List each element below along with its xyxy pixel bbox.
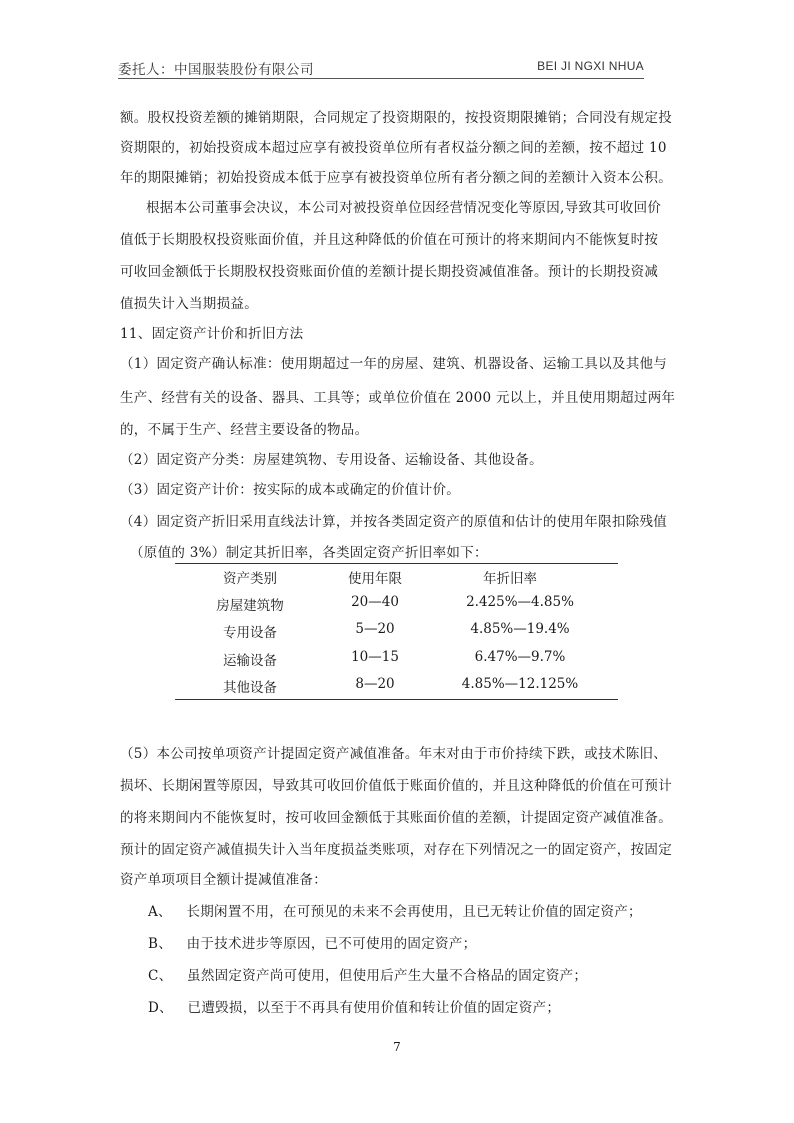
paragraph-line: 值低于长期股权投资账面价值，并且这种降低的价值在可预计的将来期间内不能恢复时按 (120, 232, 659, 248)
cell-asset-class: 其他设备 (223, 680, 277, 696)
paragraph-line: （4）固定资产折旧采用直线法计算，并按各类固定资产的原值和估计的使用年限扣除残值 (120, 514, 668, 530)
paragraph-line: 年的期限摊销；初始投资成本低于应享有被投资单位所有者分额之间的差额计入资本公积。 (120, 170, 672, 186)
cell-rate: 4.85%—19.4% (470, 621, 570, 637)
table-header-row (175, 567, 618, 587)
paragraph-line: （1）固定资产确认标准：使用期超过一年的房屋、建筑、机器设备、运输工具以及其他与 (120, 356, 668, 372)
cell-useful-life: 5—20 (355, 621, 395, 637)
table-row (175, 621, 618, 641)
header-useful-life: 使用年限 (348, 571, 402, 587)
list-item (148, 900, 704, 920)
paragraph-line: 资产单项项目全额计提减值准备： (120, 872, 327, 888)
paragraph-line: （3）固定资产计价：按实际的成本或确定的价值计价。 (120, 482, 461, 498)
list-text: 虽然固定资产尚可使用，但使用后产生大量不合格品的固定资产； (187, 968, 588, 984)
header-client: 委托人：中国服装股份有限公司 (118, 62, 314, 78)
list-marker: B、 (148, 936, 173, 952)
list-marker: C、 (148, 968, 173, 984)
page-header (118, 56, 644, 79)
cell-asset-class: 房屋建筑物 (216, 598, 284, 614)
cell-asset-class: 运输设备 (223, 653, 277, 669)
header-firm: BEI JI NGXI NHUA (537, 59, 644, 73)
paragraph-line: （2）固定资产分类：房屋建筑物、专用设备、运输设备、其他设备。 (120, 452, 543, 468)
paragraph-line: （原值的 3%）制定其折旧率，各类固定资产折旧率如下： (130, 545, 488, 561)
cell-rate: 6.47%—9.7% (474, 649, 566, 665)
list-text: 由于技术进步等原因，已不可使用的固定资产； (186, 936, 477, 952)
section-heading: 11、固定资产计价和折旧方法 (120, 326, 304, 342)
list-text: 已遭毁损，以至于不再具有使用价值和转让价值的固定资产； (187, 1000, 561, 1016)
paragraph-line: 损坏、长期闲置等原因，导致其可收回价值低于账面价值的，并且这种降低的价值在可预计 (120, 778, 672, 794)
paragraph-line: 生产、经营有关的设备、器具、工具等；或单位价值在 2000 元以上，并且使用期超过两年 (120, 390, 676, 406)
cell-asset-class: 专用设备 (223, 625, 277, 641)
paragraph-line: （5）本公司按单项资产计提固定资产减值准备。年末对由于市价持续下跌，或技术陈旧、 (120, 746, 668, 762)
cell-rate: 2.425%—4.85% (466, 594, 574, 610)
list-marker: D、 (148, 1000, 173, 1016)
header-asset-class: 资产类别 (223, 571, 277, 587)
paragraph-line: 值损失计入当期损益。 (120, 296, 258, 312)
paragraph-line: 的将来期间内不能恢复时，按可收回金额低于其账面价值的差额，计提固定资产减值准备。 (120, 810, 672, 826)
paragraph-line: 的，不属于生产、经营主要设备的物品。 (120, 422, 369, 438)
cell-rate: 4.85%—12.125% (461, 676, 579, 692)
list-text: 长期闲置不用，在可预见的未来不会再使用，且已无转让价值的固定资产； (186, 904, 642, 920)
list-item (148, 996, 704, 1016)
table-top-rule (175, 563, 618, 564)
table-row (175, 594, 618, 614)
paragraph-line: 预计的固定资产减值损失计入当年度损益类账项，对存在下列情况之一的固定资产，按固定 (120, 842, 672, 858)
paragraph-line: 额。股权投资差额的摊销期限，合同规定了投资期限的，按投资期限摊销；合同没有规定投 (120, 110, 672, 126)
list-item (148, 932, 704, 952)
page-number: 7 (393, 1040, 401, 1054)
paragraph-line: 可收回金额低于长期股权投资账面价值的差额计提长期投资减值准备。预计的长期投资减 (120, 264, 659, 280)
table-row (175, 676, 618, 696)
paragraph-line: 资期限的，初始投资成本超过应享有被投资单位所有者权益分额之间的差额，按不超过 10 (120, 140, 667, 156)
cell-useful-life: 20—40 (351, 594, 399, 610)
list-item (148, 964, 704, 984)
header-rate: 年折旧率 (483, 571, 537, 587)
cell-useful-life: 8—20 (355, 676, 395, 692)
paragraph-line: 根据本公司董事会决议，本公司对被投资单位因经营情况变化等原因,导致其可收回价 (146, 200, 662, 216)
table-bottom-rule (175, 699, 618, 700)
list-marker: A、 (148, 904, 172, 920)
table-row (175, 649, 618, 669)
cell-useful-life: 10—15 (351, 649, 399, 665)
